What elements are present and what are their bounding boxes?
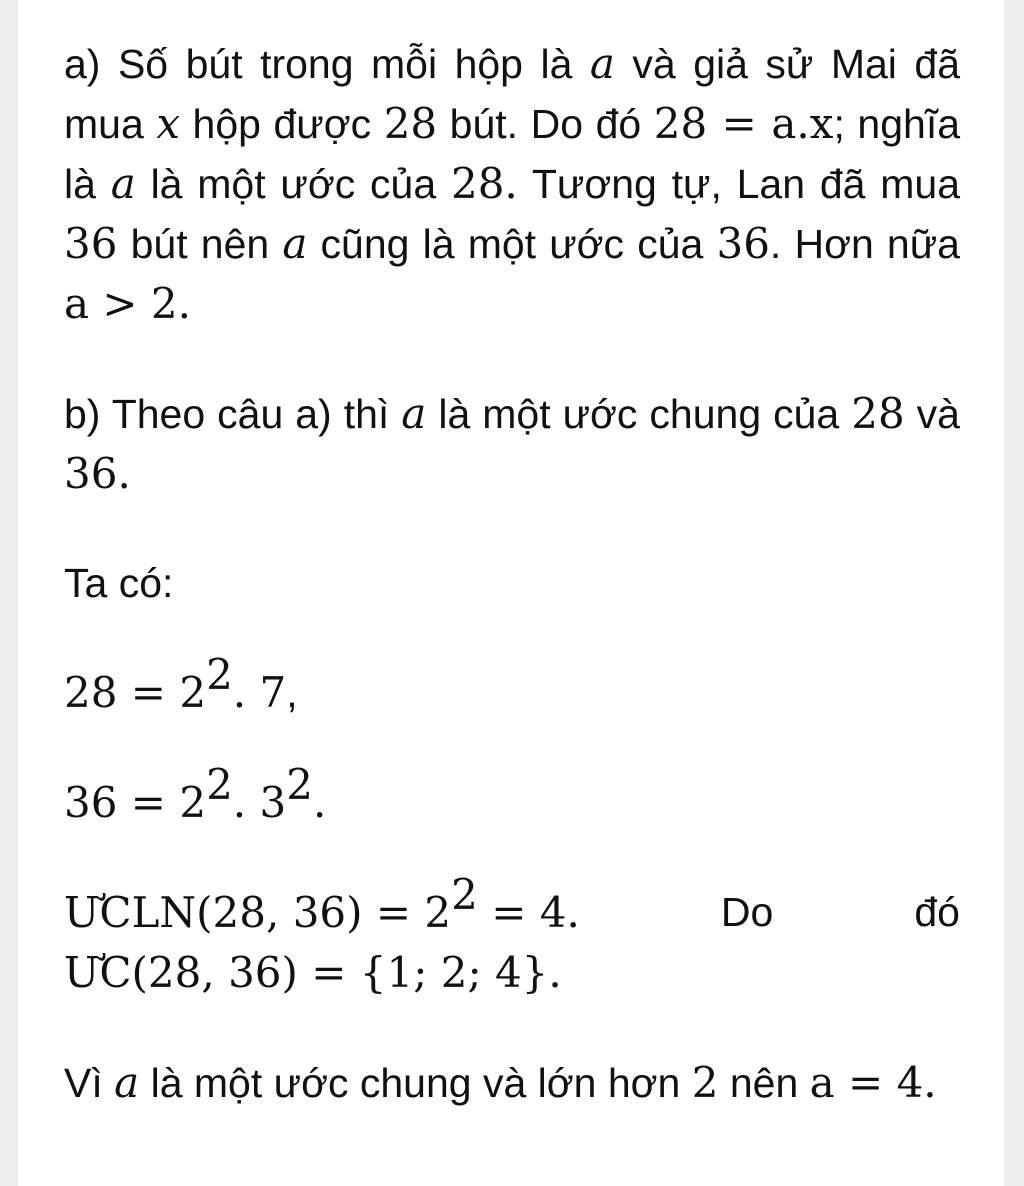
paragraph-part-a [64, 34, 960, 334]
math-number: 28. [450, 159, 518, 208]
solution-text [64, 34, 960, 1113]
math-number: 2 [691, 1058, 719, 1107]
paragraph-conclusion [64, 1053, 960, 1113]
math-expr: . 3 [232, 778, 287, 827]
math-number: 36 [64, 219, 118, 268]
math-expr: ƯCLN(28, 36) = 2 [64, 888, 452, 937]
text: và [904, 391, 960, 437]
math-exponent: 2 [451, 870, 478, 919]
math-exponent: 2 [206, 650, 233, 699]
text: Do [720, 889, 774, 935]
math-var: a [110, 159, 136, 208]
text: là một ước chung của [426, 391, 852, 437]
math-expr: = 4. [477, 888, 580, 937]
text: , [286, 670, 298, 716]
math-inequality: a > 2. [64, 279, 192, 328]
math-var: a [282, 219, 308, 268]
text: cũng là một ước của [307, 221, 717, 267]
math-equation: 28 = a.x [653, 99, 834, 148]
text: b) Theo câu a) thì [64, 391, 402, 437]
document-page [18, 0, 1004, 1186]
math-var: a [114, 1058, 140, 1107]
paragraph-ta-co: Ta có: [64, 560, 174, 606]
text: Vì [64, 1060, 115, 1106]
math-expr: . [312, 778, 327, 827]
math-expr: . 7 [232, 668, 287, 717]
uc-line [64, 943, 960, 1003]
factorization-28 [64, 650, 960, 723]
text: bút nên [117, 221, 283, 267]
math-number: 28 [851, 389, 905, 438]
text: là một ước chung và lớn hơn [139, 1060, 692, 1106]
math-number: 36. [64, 449, 131, 498]
math-equation: a = 4. [809, 1058, 937, 1107]
math-var: a [401, 389, 427, 438]
paragraph-ucln [64, 870, 960, 1003]
ucln-line [64, 870, 960, 943]
math-exponent: 2 [206, 760, 233, 809]
text: . Hơn nữa [769, 221, 960, 267]
text: đó [914, 889, 960, 935]
math-expr: 36 = 2 [64, 778, 207, 827]
math-number: 36 [716, 219, 770, 268]
text: Tương tự, Lan đã mua [517, 161, 960, 207]
math-expr: ƯC(28, 36) = {1; 2; 4}. [64, 948, 562, 997]
text: là một ước của [135, 161, 451, 207]
math-var: a [589, 39, 615, 88]
text: bút. Do đó [437, 101, 654, 147]
ucln-equation [64, 870, 580, 943]
factorization-36 [64, 760, 960, 833]
text: a) Số bút trong mỗi hộp là [64, 41, 590, 87]
paragraph-part-b [64, 384, 960, 504]
math-var: x [156, 99, 180, 148]
math-number: 28 [383, 99, 438, 148]
math-exponent: 2 [286, 760, 313, 809]
text: hộp được [180, 101, 384, 147]
text: và giả sử Mai đã mua [64, 41, 961, 147]
text: ; nghĩa là [64, 101, 961, 207]
math-expr: 28 = 2 [64, 668, 207, 717]
text: nên [718, 1060, 810, 1106]
